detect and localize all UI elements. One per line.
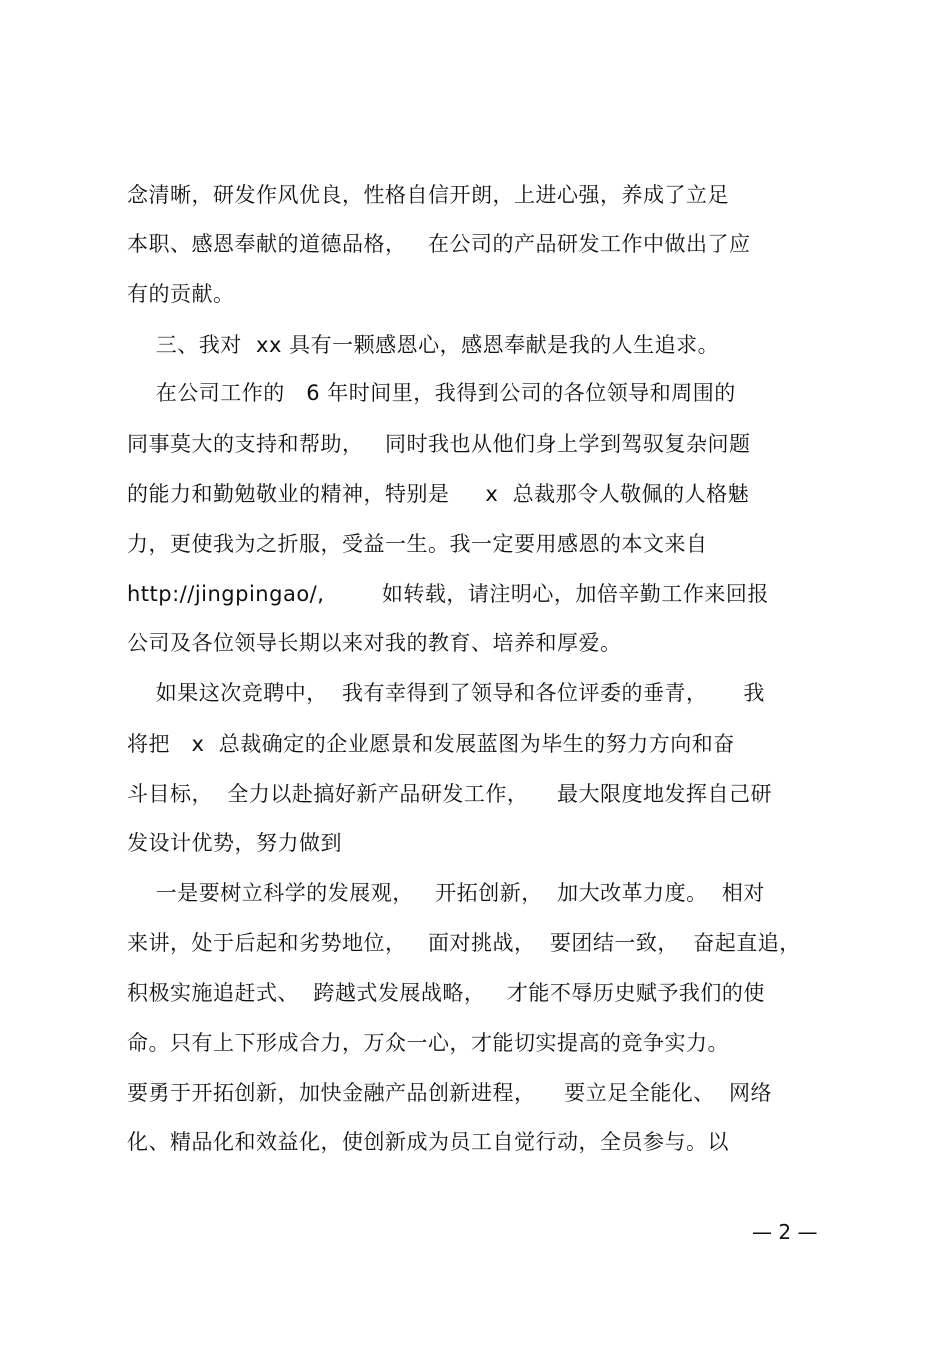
- text-line: 积极实施追赶式、 跨越式发展战略， 才能不辱历史赋予我们的使: [127, 981, 765, 1005]
- text-line: 在公司工作的 6 年时间里，我得到公司的各位领导和周围的: [127, 381, 736, 405]
- text-line: 来讲，处于后起和劣势地位， 面对挑战， 要团结一致， 奋起直追，: [127, 931, 801, 955]
- text-line: 本职、感恩奉献的道德品格， 在公司的产品研发工作中做出了应: [127, 232, 751, 256]
- text-line: 同事莫大的支持和帮助， 同时我也从他们身上学到驾驭复杂问题: [127, 432, 751, 456]
- text-line: 将把 x 总裁确定的企业愿景和发展蓝图为毕生的努力方向和奋: [127, 732, 735, 756]
- text-line: 念清晰，研发作风优良，性格自信开朗，上进心强，养成了立足: [127, 183, 729, 207]
- text-line: 命。只有上下形成合力，万众一心，才能切实提高的竞争实力。: [127, 1031, 729, 1055]
- page-number: — 2 —: [752, 1220, 818, 1244]
- text-line: http://jingpingao/, 如转载，请注明心，加倍辛勤工作来回报: [127, 582, 769, 606]
- text-line: 公司及各位领导长期以来对我的教育、培养和厚爱。: [127, 631, 622, 655]
- text-line: 的能力和勤勉敬业的精神，特别是 x 总裁那令人敬佩的人格魅: [127, 482, 750, 506]
- text-line: 化、精品化和效益化，使创新成为员工自觉行动，全员参与。以: [127, 1130, 729, 1154]
- text-line: 要勇于开拓创新，加快金融产品创新进程， 要立足全能化、 网络: [127, 1081, 773, 1105]
- text-line: 如果这次竞聘中， 我有幸得到了领导和各位评委的垂青， 我: [127, 681, 765, 705]
- text-line: 发设计优势，努力做到: [127, 831, 342, 855]
- text-line: 斗目标， 全力以赴搞好新产品研发工作， 最大限度地发挥自己研: [127, 782, 773, 806]
- text-line: 一是要树立科学的发展观， 开拓创新， 加大改革力度。 相对: [127, 881, 765, 905]
- text-line: 有的贡献。: [127, 282, 235, 306]
- text-line: 力，更使我为之折服，受益一生。我一定要用感恩的本文来自: [127, 532, 708, 556]
- text-line: 三、我对 xx 具有一颗感恩心，感恩奉献是我的人生追求。: [127, 333, 720, 357]
